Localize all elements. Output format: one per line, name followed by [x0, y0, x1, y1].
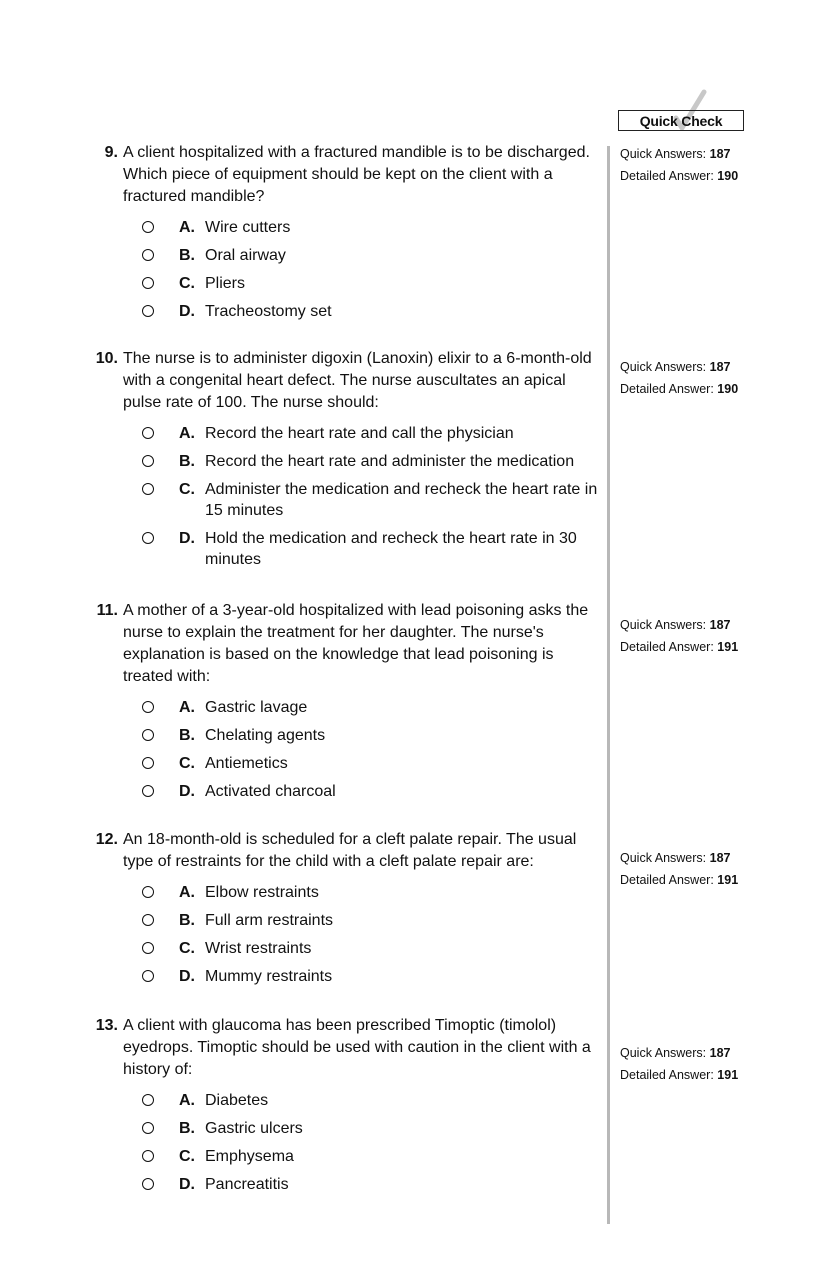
question-10 [84, 348, 599, 577]
radio-button[interactable] [142, 970, 154, 982]
question-stem: A mother of a 3-year-old hospitalized with lead poisoning asks the nurse to explain the treatment for her daughter. The nurse's explanation is based on the knowledge that lead poisoning is treated with: [123, 602, 589, 685]
question-11 [84, 600, 599, 809]
quick-check-header [618, 110, 744, 131]
radio-button[interactable] [142, 249, 154, 261]
radio-button[interactable] [142, 1122, 154, 1134]
radio-button[interactable] [142, 729, 154, 741]
answer-options [142, 423, 599, 570]
question-stem: An 18-month-old is scheduled for a cleft palate repair. The usual type of restraints for the child with a cleft palate repair are: [123, 831, 577, 870]
question-number: 12. [95, 831, 118, 848]
option-a[interactable]: A. Diabetes [142, 1090, 599, 1111]
question-stem: A client with glaucoma has been prescribed Timoptic (timolol) eyedrops. Timoptic should be used with caution in the client with a history of: [123, 1017, 591, 1078]
radio-button[interactable] [142, 785, 154, 797]
answer-options [142, 1090, 599, 1195]
question-13 [84, 1015, 599, 1202]
option-b[interactable]: B. Gastric ulcers [142, 1118, 599, 1139]
answer-options [142, 217, 599, 322]
radio-button[interactable] [142, 914, 154, 926]
radio-button[interactable] [142, 1094, 154, 1106]
answer-reference-10: Quick Answers: 187 Detailed Answer: 190 [620, 360, 739, 396]
radio-button[interactable] [142, 532, 154, 544]
option-d[interactable]: D. Pancreatitis [142, 1174, 599, 1195]
question-number: 13. [95, 1017, 118, 1034]
answer-options [142, 697, 599, 802]
question-12 [84, 829, 599, 994]
radio-button[interactable] [142, 483, 154, 495]
radio-button[interactable] [142, 1150, 154, 1162]
radio-button[interactable] [142, 701, 154, 713]
radio-button[interactable] [142, 277, 154, 289]
answer-options [142, 882, 599, 987]
radio-button[interactable] [142, 942, 154, 954]
answer-reference-13: Quick Answers: 187 Detailed Answer: 191 [620, 1046, 739, 1082]
question-stem: A client hospitalized with a fractured mandible is to be discharged. Which piece of equipment should be kept on the client with a fractured mandible? [123, 144, 590, 205]
option-c[interactable]: C. Emphysema [142, 1146, 599, 1167]
radio-button[interactable] [142, 757, 154, 769]
answer-reference-11: Quick Answers: 187 Detailed Answer: 191 [620, 618, 739, 654]
option-c[interactable]: C. Pliers [142, 273, 599, 294]
quick-check-label: Quick Check [639, 112, 723, 129]
radio-button[interactable] [142, 455, 154, 467]
question-number: 11. [96, 602, 118, 619]
option-a[interactable]: A. Elbow restraints [142, 882, 599, 903]
option-d[interactable]: D. Activated charcoal [142, 781, 599, 802]
radio-button[interactable] [142, 221, 154, 233]
option-d[interactable]: D. Hold the medication and recheck the heart rate in 30 minutes [142, 528, 599, 570]
option-a[interactable]: A. Gastric lavage [142, 697, 599, 718]
radio-button[interactable] [142, 305, 154, 317]
option-c[interactable]: C. Administer the medication and recheck the heart rate in 15 minutes [142, 479, 599, 521]
question-number: 10. [95, 350, 118, 367]
answer-reference-12: Quick Answers: 187 Detailed Answer: 191 [620, 851, 739, 887]
option-a[interactable]: A. Wire cutters [142, 217, 599, 238]
option-d[interactable]: D. Tracheostomy set [142, 301, 599, 322]
option-b[interactable]: B. Full arm restraints [142, 910, 599, 931]
option-b[interactable]: B. Record the heart rate and administer the medication [142, 451, 599, 472]
option-b[interactable]: B. Chelating agents [142, 725, 599, 746]
option-c[interactable]: C. Antiemetics [142, 753, 599, 774]
radio-button[interactable] [142, 1178, 154, 1190]
radio-button[interactable] [142, 886, 154, 898]
option-c[interactable]: C. Wrist restraints [142, 938, 599, 959]
question-number: 9. [104, 144, 118, 161]
option-d[interactable]: D. Mummy restraints [142, 966, 599, 987]
option-a[interactable]: A. Record the heart rate and call the physician [142, 423, 599, 444]
option-b[interactable]: B. Oral airway [142, 245, 599, 266]
question-stem: The nurse is to administer digoxin (Lanoxin) elixir to a 6-month-old with a congenital heart defect. The nurse auscultates an apical pulse rate of 100. The nurse should: [123, 350, 592, 411]
sidebar-divider [607, 146, 610, 1224]
answer-reference-9: Quick Answers: 187 Detailed Answer: 190 [620, 147, 739, 183]
radio-button[interactable] [142, 427, 154, 439]
question-9 [84, 142, 599, 329]
